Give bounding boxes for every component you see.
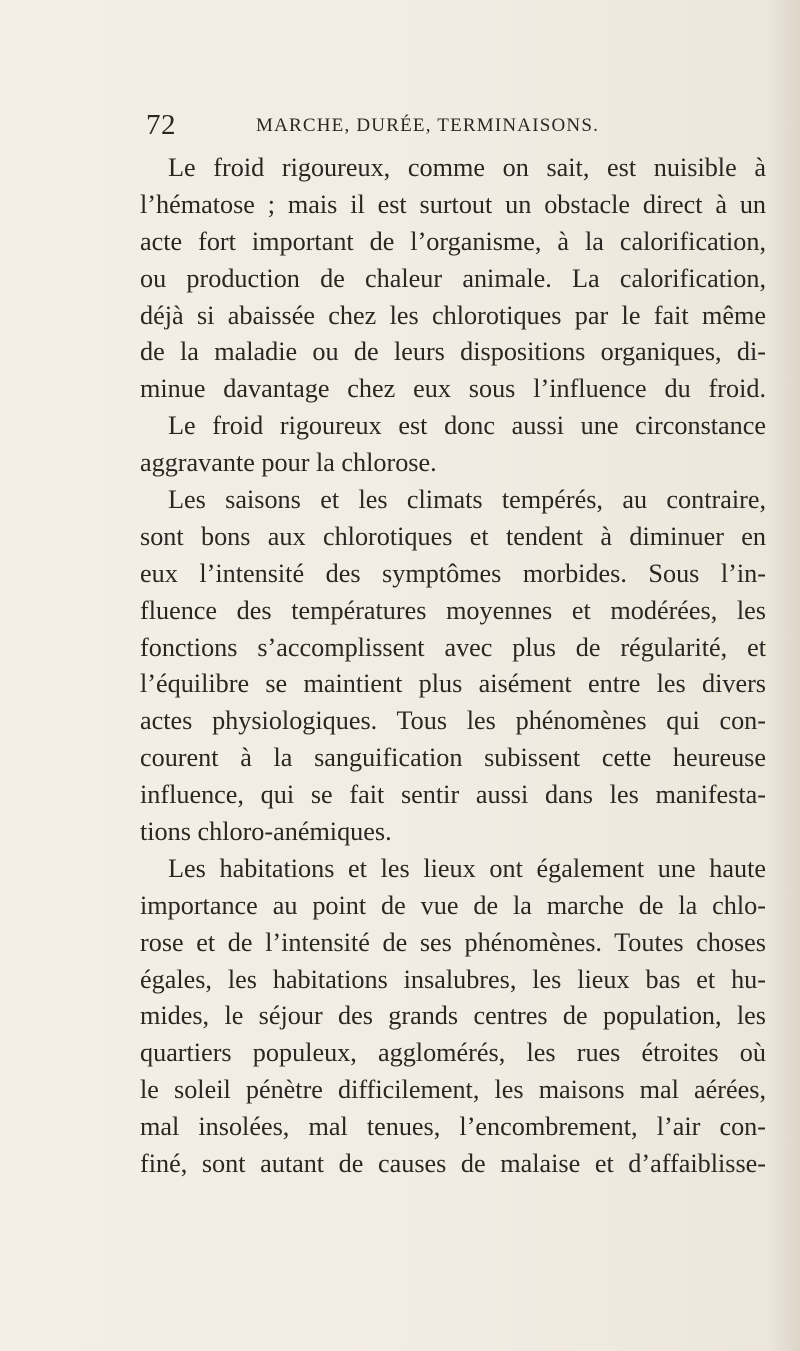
text-line: Le froid rigoureux est donc aussi une circonstance xyxy=(168,411,766,441)
text-line: l’équilibre se maintient plus aisément entre les divers xyxy=(140,669,766,699)
text-line: minue davantage chez eux sous l’influence du froid. xyxy=(140,374,766,404)
text-line: fluence des températures moyennes et modérées, les xyxy=(140,595,766,625)
text-line: mal insolées, mal tenues, l’encombrement, l’air con- xyxy=(140,1112,766,1142)
text-line: mides, le séjour des grands centres de population, les xyxy=(140,1001,766,1031)
text-line: courent à la sanguification subissent cette heureuse xyxy=(140,743,766,773)
text-line: ou production de chaleur animale. La calorification, xyxy=(140,263,766,293)
text-line: influence, qui se fait sentir aussi dans les manifesta- xyxy=(140,780,766,810)
text-line: importance au point de vue de la marche de la chlo- xyxy=(140,890,766,920)
body-text xyxy=(140,150,766,1250)
text-line: quartiers populeux, agglomérés, les rues étroites où xyxy=(140,1038,766,1068)
page-number: 72 xyxy=(146,109,176,141)
text-line: l’hématose ; mais il est surtout un obstacle direct à un xyxy=(140,189,766,219)
text-line: déjà si abaissée chez les chlorotiques par le fait même xyxy=(140,300,766,330)
text-line: le soleil pénètre difficilement, les maisons mal aérées, xyxy=(140,1075,766,1105)
text-line: eux l’intensité des symptômes morbides. Sous l’in- xyxy=(140,558,766,588)
text-line: rose et de l’intensité de ses phénomènes. Toutes choses xyxy=(140,927,766,957)
text-line: tions chloro-anémiques. xyxy=(140,817,392,847)
running-head xyxy=(146,108,746,142)
text-line: actes physiologiques. Tous les phénomènes qui con- xyxy=(140,706,766,736)
text-line: Le froid rigoureux, comme on sait, est nuisible à xyxy=(168,153,766,182)
text-line: Les habitations et les lieux ont également une haute xyxy=(168,853,766,883)
text-line: fonctions s’accomplissent avec plus de régularité, et xyxy=(140,632,766,662)
text-line: Les saisons et les climats tempérés, au contraire, xyxy=(168,485,766,515)
text-line: finé, sont autant de causes de malaise et d’affaiblisse- xyxy=(140,1149,766,1179)
running-title: MARCHE, DURÉE, TERMINAISONS. xyxy=(256,115,600,136)
text-line: acte fort important de l’organisme, à la calorification, xyxy=(140,226,766,256)
text-line: de la maladie ou de leurs dispositions organiques, di- xyxy=(140,337,766,367)
text-line: aggravante pour la chlorose. xyxy=(140,448,437,478)
text-line: égales, les habitations insalubres, les lieux bas et hu- xyxy=(140,964,766,994)
text-line: sont bons aux chlorotiques et tendent à diminuer en xyxy=(140,521,766,551)
